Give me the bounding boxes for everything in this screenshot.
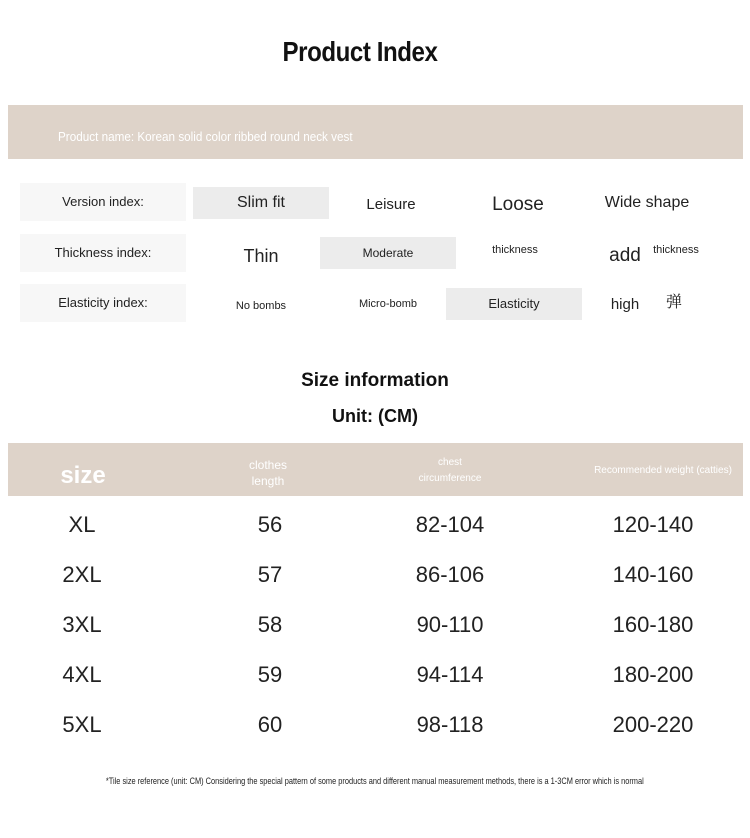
table-cell: 59: [257, 662, 283, 687]
table-cell: 56: [257, 512, 283, 537]
elasticity-index-row: [20, 284, 734, 322]
table-cell: 86-106: [415, 562, 485, 587]
header-recommended-weight: Recommended weight (catties): [594, 465, 732, 476]
option-thickness: thickness: [492, 244, 538, 256]
option-high: high: [610, 296, 640, 313]
table-cell: XL: [68, 512, 96, 537]
table-cell: 82-104: [415, 512, 485, 537]
option-wide-shape: Wide shape: [604, 194, 690, 211]
thickness-index-row: [20, 234, 734, 272]
measurement-note-text: *Tile size reference (unit: CM) Considering the special pattern of some products and different manual measurement methods, there is a 1-3CM error which is normal: [106, 776, 644, 787]
table-cell: 120-140: [612, 512, 694, 537]
table-cell: 140-160: [612, 562, 694, 587]
table-cell: 57: [257, 562, 283, 587]
option-slim-fit: Slim fit: [193, 187, 329, 219]
table-cell: 94-114: [416, 662, 484, 687]
option-leisure: Leisure: [366, 196, 416, 213]
table-cell: 90-110: [416, 612, 484, 637]
version-index-label: Version index:: [20, 183, 186, 221]
option-moderate: Moderate: [320, 237, 456, 269]
option-micro-bomb: Micro-bomb: [358, 298, 418, 310]
table-cell: 180-200: [612, 662, 694, 687]
product-name-banner: [8, 105, 743, 159]
size-info-title: Size information: [301, 370, 449, 391]
option-add-thickness: thickness: [653, 244, 699, 256]
elasticity-index-label: Elasticity index:: [20, 284, 186, 322]
header-size: size: [60, 462, 106, 489]
size-table-header: [8, 443, 743, 496]
header-chest-circumference: chest circumference: [418, 457, 482, 484]
table-cell: 58: [257, 612, 283, 637]
table-cell: 4XL: [62, 662, 102, 687]
table-cell: 3XL: [62, 612, 102, 637]
table-cell: 60: [257, 712, 283, 737]
option-loose: Loose: [492, 194, 544, 215]
option-elastic-char: 弹: [665, 294, 682, 311]
table-cell: 160-180: [612, 612, 694, 637]
thickness-index-label: Thickness index:: [20, 234, 186, 272]
option-thin: Thin: [243, 246, 279, 266]
size-unit: Unit: (CM): [332, 406, 418, 426]
table-cell: 5XL: [62, 712, 102, 737]
product-name: Product name: Korean solid color ribbed round neck vest: [58, 129, 353, 144]
option-no-bombs: No bombs: [235, 300, 287, 312]
table-cell: 98-118: [416, 712, 484, 737]
option-add: add: [609, 245, 641, 266]
version-index-row: [20, 183, 734, 221]
table-cell: 200-220: [612, 712, 694, 737]
page-title: Product Index: [282, 36, 438, 67]
table-cell: 2XL: [62, 562, 102, 587]
measurement-note: [0, 776, 750, 787]
header-clothes-length: clothes length: [248, 458, 288, 488]
option-elasticity: Elasticity: [446, 288, 582, 320]
